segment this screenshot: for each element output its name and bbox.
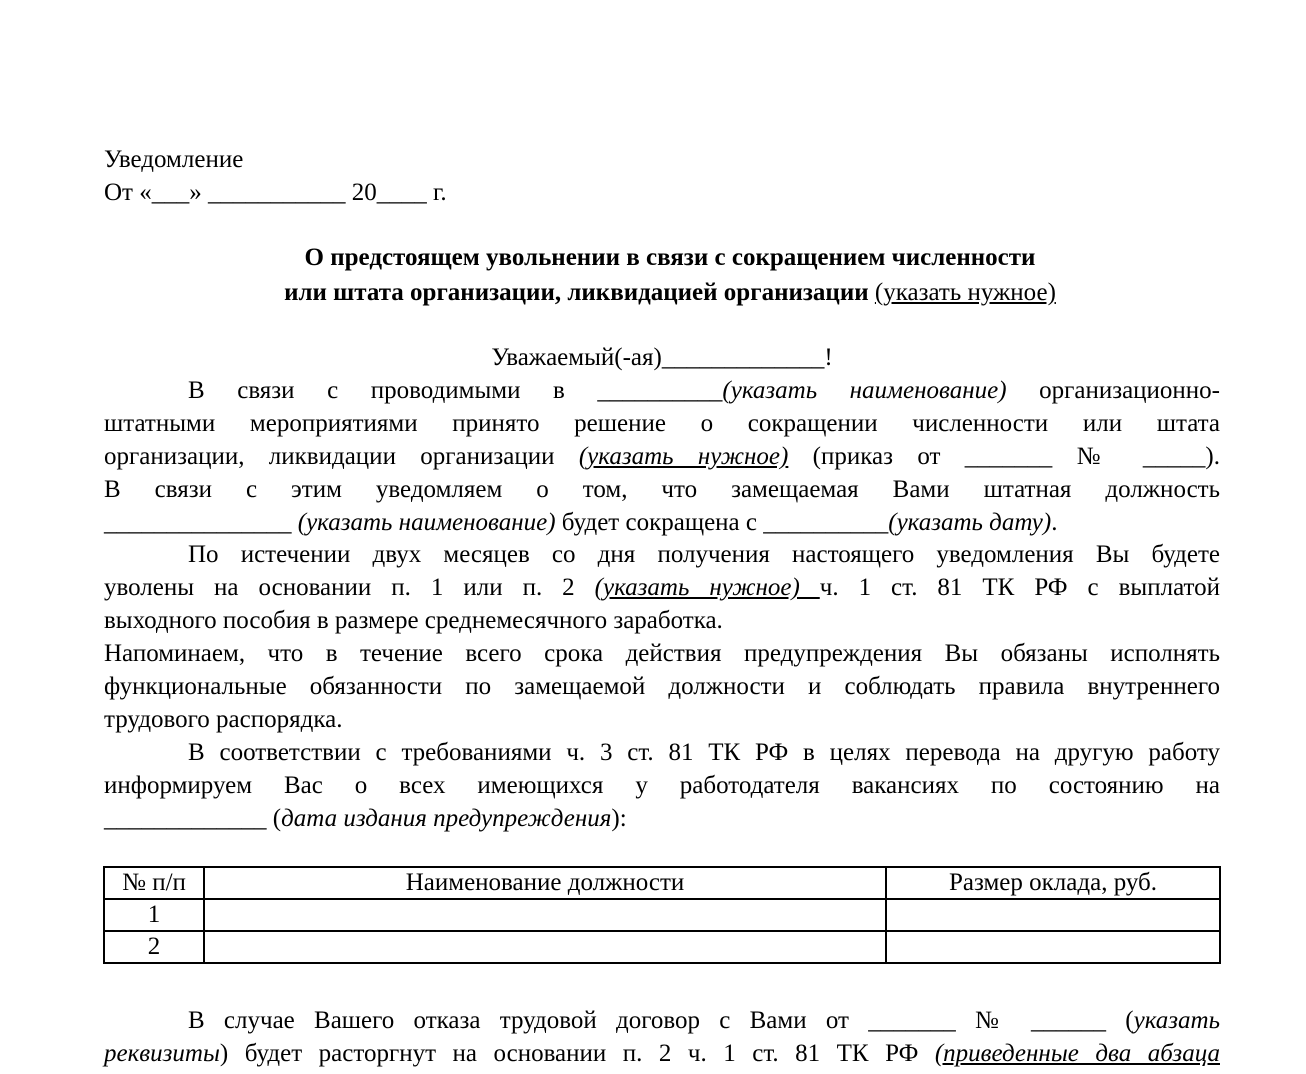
title-line-2-text: или штата организации, ликвидацией организации bbox=[284, 279, 869, 306]
para1-l5-note: (указать наименование) bbox=[297, 509, 556, 536]
title-line-1: О предстоящем увольнении в связи с сокращением численности bbox=[304, 244, 1036, 271]
vacancies-table bbox=[103, 866, 1221, 964]
para2-line3: выходного пособия в размере среднемесячного заработка. bbox=[104, 607, 723, 634]
para1-line3 bbox=[104, 440, 1220, 473]
para1-line4: В связи с этим уведомляем о том, что замещаемая Вами штатная должность bbox=[104, 476, 1220, 503]
row-salary bbox=[886, 899, 1220, 931]
para2-l2-note: (указать нужное) bbox=[594, 574, 820, 601]
table-header-row bbox=[104, 867, 1220, 899]
para2-line1: По истечении двух месяцев со дня получения настоящего уведомления Вы будете bbox=[188, 541, 1220, 568]
para2-line2 bbox=[104, 571, 1220, 604]
para1-l3b: (приказ от _______ № _____). bbox=[788, 443, 1220, 470]
para3-line2: функциональные обязанности по замещаемой должности и соблюдать правила внутреннего bbox=[104, 673, 1220, 700]
para4-l3b: ): bbox=[611, 805, 627, 832]
row-number: 1 bbox=[104, 899, 204, 931]
col-position-header: Наименование должности bbox=[204, 867, 886, 899]
para1-line2: штатными мероприятиями принято решение о сокращении численности или штата bbox=[104, 410, 1220, 437]
para2-l2a: уволены на основании п. 1 или п. 2 bbox=[104, 574, 595, 601]
para1-l1-note: (указать наименование) bbox=[722, 377, 1007, 404]
para5-line2 bbox=[104, 1037, 1220, 1070]
para3-line3: трудового распорядка. bbox=[104, 706, 343, 733]
row-position bbox=[204, 899, 886, 931]
para4-line2: информируем Вас о всех имеющихся у работодателя вакансиях по состоянию на bbox=[104, 772, 1220, 799]
para5-l1-note: указать bbox=[1133, 1007, 1220, 1034]
row-number: 2 bbox=[104, 931, 204, 963]
row-salary bbox=[886, 931, 1220, 963]
para1-line5 bbox=[104, 506, 1057, 539]
para4-line3 bbox=[104, 802, 627, 835]
para5-l2a: ) будет расторгнут на основании п. 2 ч. 1 ст. 81 ТК РФ bbox=[219, 1040, 935, 1067]
para1-l1b: организационно- bbox=[1006, 377, 1221, 404]
title-line-2 bbox=[112, 276, 1228, 309]
para1-line1 bbox=[188, 374, 1220, 407]
table-row bbox=[104, 899, 1220, 931]
col-number-header: № п/п bbox=[104, 867, 204, 899]
para5-line1 bbox=[188, 1004, 1220, 1037]
date-line: От «___» ___________ 20____ г. bbox=[104, 179, 447, 206]
para4-l3a: _____________ ( bbox=[104, 805, 282, 832]
row-position bbox=[204, 931, 886, 963]
para1-l1a: В связи с проводимыми в __________ bbox=[188, 377, 723, 404]
para1-l3-note: (указать нужное) bbox=[578, 443, 789, 470]
para1-l3a: организации, ликвидации организации bbox=[104, 443, 579, 470]
para4-l3-note: дата издания предупреждения bbox=[281, 805, 612, 832]
para2-l2b: ч. 1 ст. 81 ТК РФ с выплатой bbox=[819, 574, 1220, 601]
col-salary-header: Размер оклада, руб. bbox=[886, 867, 1220, 899]
para1-l5a: _______________ bbox=[104, 509, 298, 536]
para1-l5b: будет сокращена с __________ bbox=[555, 509, 889, 536]
para3-line1: Напоминаем, что в течение всего срока действия предупреждения Вы обязаны исполнять bbox=[104, 640, 1220, 667]
para1-l5c: . bbox=[1051, 509, 1058, 536]
greeting: Уважаемый(-ая)_____________! bbox=[491, 344, 833, 371]
para5-l1a: В случае Вашего отказа трудовой договор с Вами от _______ № ______ ( bbox=[188, 1007, 1134, 1034]
para5-l2-note2: (приведенные два абзаца bbox=[934, 1040, 1220, 1067]
table-row bbox=[104, 931, 1220, 963]
para4-line1: В соответствии с требованиями ч. 3 ст. 81 ТК РФ в целях перевода на другую работу bbox=[188, 739, 1220, 766]
title-note: (указать нужное) bbox=[874, 279, 1056, 306]
doc-type: Уведомление bbox=[104, 146, 244, 173]
para1-l5-note2: (указать дату) bbox=[888, 509, 1052, 536]
para5-l2-note: реквизиты bbox=[104, 1040, 220, 1067]
